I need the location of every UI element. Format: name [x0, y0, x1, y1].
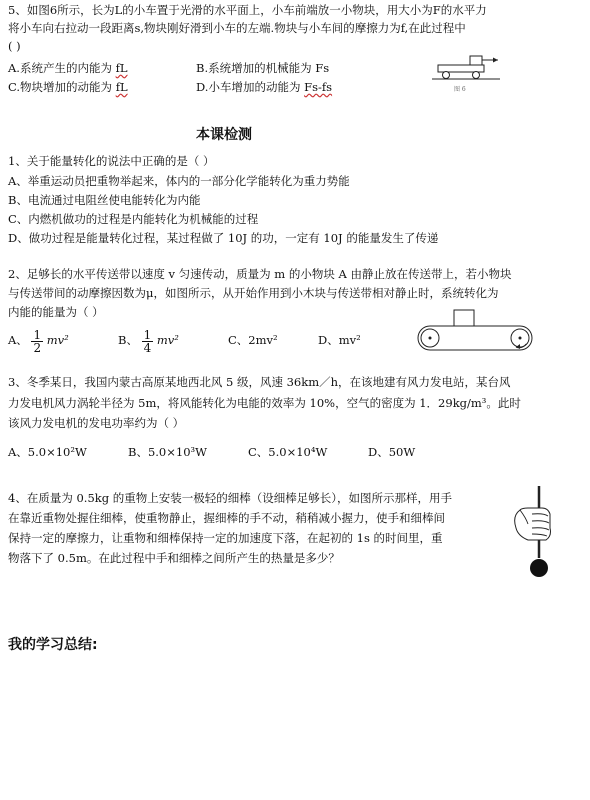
q5-stem-line-2: 将小车向右拉动一段距离s,物块刚好滑到小车的左端.物块与小车间的摩擦力为f,在此过程中	[8, 21, 466, 35]
q5-option-d: D.小车增加的动能为 Fs-fs	[196, 80, 333, 94]
q3-option-d: D、50W	[368, 445, 416, 459]
q3-option-c: C、5.0×10⁴W	[248, 445, 328, 459]
q2-stem-line-3: 内能的能量为（ ）	[8, 305, 104, 319]
q5-option-b: B.系统增加的机械能为 Fs	[196, 61, 330, 75]
q2-option-c: C、2mv²	[228, 333, 278, 347]
conveyor-belt-figure	[416, 306, 536, 358]
figure-6-label: 图 6	[454, 86, 466, 93]
q3-stem-line-1: 3、冬季某日，我国内蒙古高原某地西北风 5 级，风速 36km／h，在该地建有风力发电站，某台风	[8, 375, 511, 389]
q3-option-a: A、5.0×10²W	[8, 445, 87, 459]
q5-stem-line-3: ( )	[8, 39, 21, 53]
q1-option-c: C、内燃机做功的过程是内能转化为机械能的过程	[8, 212, 259, 226]
section-title: 本课检测	[196, 127, 252, 143]
q1-option-b: B、电流通过电阻丝使电能转化为内能	[8, 193, 201, 207]
q4-stem-line-1: 4、在质量为 0.5kg 的重物上安装一极轻的细棒（设细棒足够长），如图所示那样，用手	[8, 491, 452, 505]
q3-stem-line-3: 该风力发电机的发电功率约为（ ）	[8, 416, 185, 430]
q1-stem: 1、关于能量转化的说法中正确的是（ ）	[8, 154, 215, 168]
cart-figure	[430, 50, 502, 100]
q2-option-d: D、mv²	[318, 333, 361, 347]
hand-rod-weight-figure	[506, 484, 558, 580]
q4-stem-line-2: 在靠近重物处握住细棒，使重物静止，握细棒的手不动，稍稍减小握力，使手和细棒间	[8, 511, 445, 525]
q2-stem-line-2: 与传送带间的动摩擦因数为μ，如图所示，从开始作用到小木块与传送带相对静止时，系统转化为	[8, 286, 499, 300]
summary-title: 我的学习总结:	[8, 637, 98, 653]
q5-option-a: A.系统产生的内能为 fL	[8, 61, 128, 75]
q2-stem-line-1: 2、足够长的水平传送带以速度 v 匀速传动，质量为 m 的小物块 A 由静止放在传送带上，若小物块	[8, 267, 512, 281]
q4-stem-line-4: 物落下了 0.5m。在此过程中手和细棒之间所产生的热量是多少？	[8, 551, 340, 565]
q5-option-c: C.物块增加的动能为 fL	[8, 80, 128, 94]
q3-stem-line-2: 力发电机风力涡轮半径为 5m，将风能转化为电能的效率为 10%，空气的密度为 1．29kg/m³。此时	[8, 396, 521, 410]
q5-stem-line-1: 5、如图6所示，长为L的小车置于光滑的水平面上，小车前端放一小物块，用大小为F的水平力	[8, 3, 487, 17]
q4-stem-line-3: 保持一定的摩擦力，让重物和细棒保持一定的加速度下落，在起初的 1s 的时间里，重	[8, 531, 443, 545]
q3-option-b: B、5.0×10³W	[128, 445, 207, 459]
q2-option-a: A、 $\frac{1}{2}$ mv²	[8, 327, 69, 355]
q1-option-a: A、举重运动员把重物举起来，体内的一部分化学能转化为重力势能	[8, 174, 350, 188]
q1-option-d: D、做功过程是能量转化过程，某过程做了 10J 的功，一定有 10J 的能量发生了传递	[8, 231, 439, 245]
fraction-half: $\frac{1}{2}$	[33, 327, 42, 355]
fraction-quarter: $\frac{1}{4}$	[143, 327, 152, 355]
q2-option-b: B、 $\frac{1}{4}$ mv²	[118, 327, 179, 355]
